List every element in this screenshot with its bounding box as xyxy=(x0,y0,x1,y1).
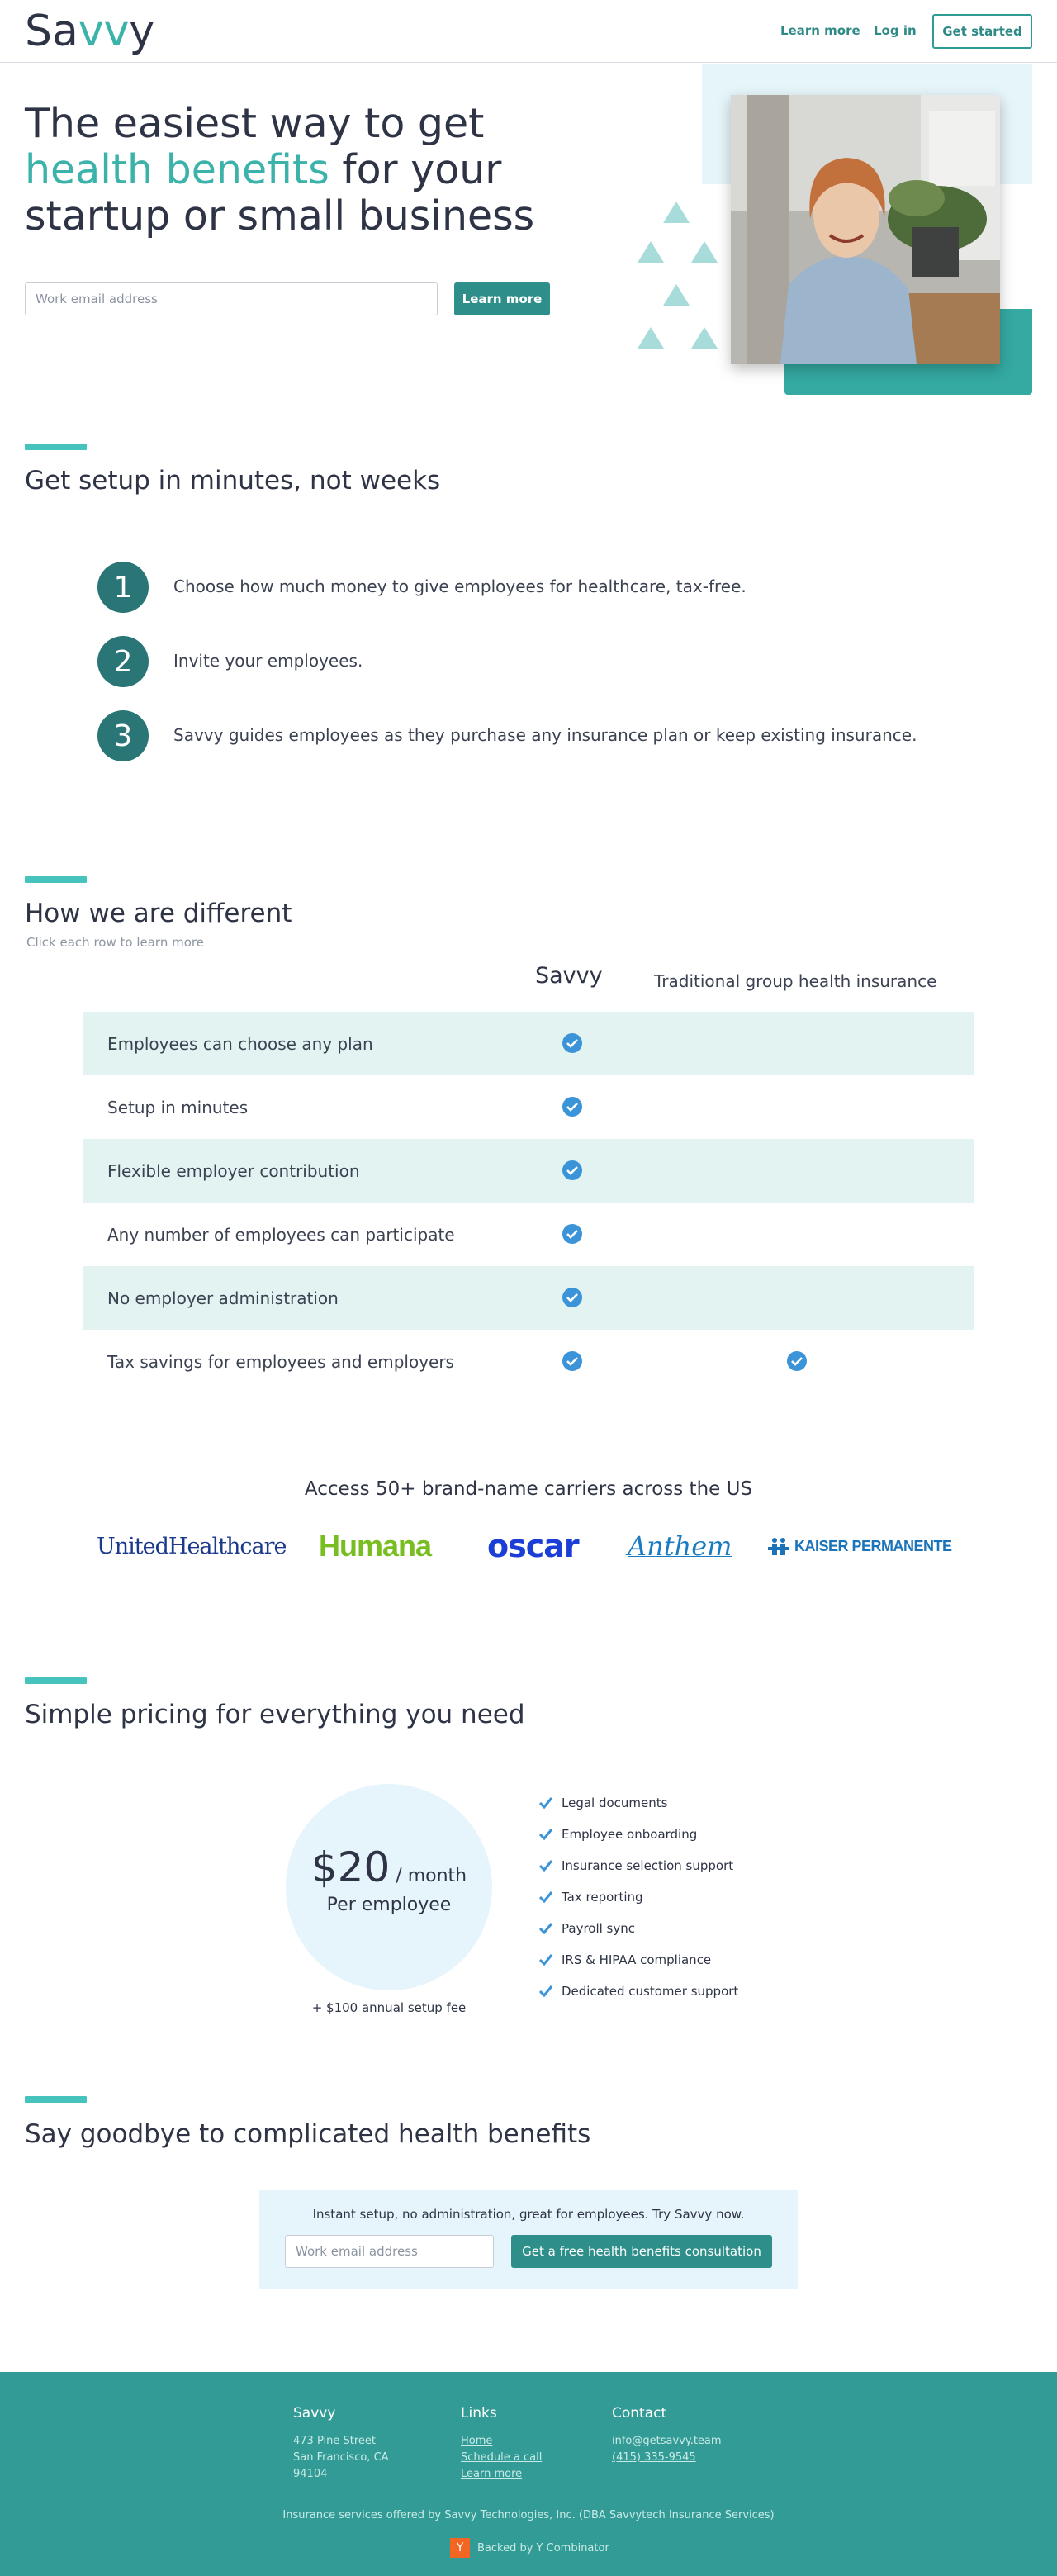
site-footer xyxy=(0,2372,1057,2576)
compare-row-label: Setup in minutes xyxy=(107,1097,249,1117)
compare-col-savvy-logo: Savvy xyxy=(535,963,603,989)
footer-address-line: San Francisco, CA xyxy=(293,2451,389,2464)
feature-item: Legal documents xyxy=(538,1794,667,1812)
compare-row-label: No employer administration xyxy=(107,1288,339,1308)
hero-email-input[interactable]: Work email address xyxy=(25,282,438,315)
footer-address-line: 94104 xyxy=(293,2468,328,2480)
yc-text: Backed by Y Combinator xyxy=(477,2541,609,2555)
compare-row[interactable] xyxy=(83,1330,974,1393)
feature-item: Payroll sync xyxy=(538,1919,635,1938)
hero-learn-more-button[interactable]: Learn more xyxy=(454,282,550,315)
cta-email-input[interactable]: Work email address xyxy=(285,2235,494,2268)
compare-row[interactable] xyxy=(83,1266,974,1330)
yc-badge[interactable] xyxy=(450,2537,609,2559)
compare-row[interactable] xyxy=(83,1139,974,1203)
footer-legal-text: Insurance services offered by Savvy Technologies, Inc. (DBA Savvytech Insurance Services) xyxy=(282,2509,775,2521)
compare-row[interactable] xyxy=(83,1075,974,1139)
compare-row-label: Flexible employer contribution xyxy=(107,1160,360,1181)
cta-section-title: Say goodbye to complicated health benefits xyxy=(25,2119,591,2149)
pricing-section-title: Simple pricing for everything you need xyxy=(25,1700,525,1729)
humana-logo: Humana xyxy=(319,1529,432,1563)
consultation-button[interactable]: Get a free health benefits consultation xyxy=(511,2235,772,2268)
footer-phone-link[interactable]: (415) 335-9545 xyxy=(612,2451,696,2464)
step-number-1: 1 xyxy=(97,562,149,613)
compare-section-title: How we are different xyxy=(25,899,292,928)
accent-bar xyxy=(25,444,87,450)
nav-learn-more-link[interactable]: Learn more xyxy=(780,23,860,38)
compare-subtitle: Click each row to learn more xyxy=(26,935,204,950)
compare-row[interactable] xyxy=(83,1203,974,1266)
site-header xyxy=(0,0,1057,63)
carriers-title: Access 50+ brand-name carriers across the US xyxy=(304,1478,753,1500)
kaiser-permanente-logo xyxy=(768,1528,952,1564)
savvy-logo[interactable]: Savvy xyxy=(25,7,155,56)
feature-item: Employee onboarding xyxy=(538,1825,697,1843)
checkmark-icon xyxy=(538,1890,553,1904)
check-icon xyxy=(562,1097,582,1117)
step-number-2: 2 xyxy=(97,636,149,687)
checkmark-icon xyxy=(538,1828,553,1841)
checkmark-icon xyxy=(538,1796,553,1810)
compare-row-label: Tax savings for employees and employers xyxy=(107,1351,454,1372)
check-icon xyxy=(562,1351,582,1371)
footer-link-learn-more[interactable]: Learn more xyxy=(461,2468,523,2480)
accent-bar xyxy=(25,1677,87,1684)
unitedhealthcare-logo: UnitedHealthcare xyxy=(97,1533,287,1559)
check-icon xyxy=(787,1351,807,1371)
feature-item: Tax reporting xyxy=(538,1888,643,1906)
step-text-3: Savvy guides employees as they purchase any insurance plan or keep existing insurance. xyxy=(173,725,917,745)
anthem-logo: Anthem xyxy=(628,1530,732,1562)
accent-bar xyxy=(25,876,87,883)
oscar-logo: oscar xyxy=(487,1528,579,1564)
step-number-3: 3 xyxy=(97,710,149,761)
footer-links-heading: Links xyxy=(461,2405,497,2422)
check-icon xyxy=(562,1033,582,1053)
check-icon xyxy=(562,1160,582,1180)
feature-item: Insurance selection support xyxy=(538,1857,733,1875)
y-combinator-icon: Y xyxy=(450,2538,470,2558)
get-started-button[interactable]: Get started xyxy=(932,14,1032,49)
accent-bar xyxy=(25,2096,87,2103)
steps-section-title: Get setup in minutes, not weeks xyxy=(25,466,441,496)
checkmark-icon xyxy=(538,1985,553,1998)
compare-col-traditional: Traditional group health insurance xyxy=(654,971,937,991)
footer-savvy-heading: Savvy xyxy=(293,2405,336,2422)
feature-item: Dedicated customer support xyxy=(538,1982,738,2000)
footer-contact-heading: Contact xyxy=(612,2405,667,2422)
compare-row-label: Employees can choose any plan xyxy=(107,1033,373,1054)
footer-email-link[interactable]: info@getsavvy.team xyxy=(612,2435,722,2447)
hero-title: The easiest way to get health benefits for your startup or small business xyxy=(25,100,535,240)
step-text-1: Choose how much money to give employees for healthcare, tax-free. xyxy=(173,576,747,596)
setup-fee-note: + $100 annual setup fee xyxy=(311,2000,467,2015)
price-line xyxy=(286,1843,492,1891)
triangle-pattern-icon xyxy=(632,198,731,355)
check-icon xyxy=(562,1288,582,1307)
price-per-employee: Per employee xyxy=(326,1895,452,1915)
feature-item: IRS & HIPAA compliance xyxy=(538,1951,711,1969)
kaiser-logo-text: KAISER PERMANENTE xyxy=(794,1537,952,1554)
compare-row-label: Any number of employees can participate xyxy=(107,1224,455,1245)
price-amount: $20 xyxy=(310,1843,391,1891)
cta-tagline: Instant setup, no administration, great for employees. Try Savvy now. xyxy=(312,2207,745,2222)
checkmark-icon xyxy=(538,1953,553,1966)
footer-address-line: 473 Pine Street xyxy=(293,2435,376,2447)
footer-link-schedule-call[interactable]: Schedule a call xyxy=(461,2451,543,2464)
step-text-2: Invite your employees. xyxy=(173,651,363,671)
price-per-month: / month xyxy=(390,1866,467,1886)
hero-photo xyxy=(731,95,1000,364)
checkmark-icon xyxy=(538,1922,553,1935)
kaiser-symbol-icon xyxy=(768,1535,789,1557)
nav-log-in-link[interactable]: Log in xyxy=(874,23,917,38)
compare-row[interactable] xyxy=(83,1012,974,1075)
check-icon xyxy=(562,1224,582,1244)
checkmark-icon xyxy=(538,1859,553,1872)
footer-link-home[interactable]: Home xyxy=(461,2435,493,2447)
